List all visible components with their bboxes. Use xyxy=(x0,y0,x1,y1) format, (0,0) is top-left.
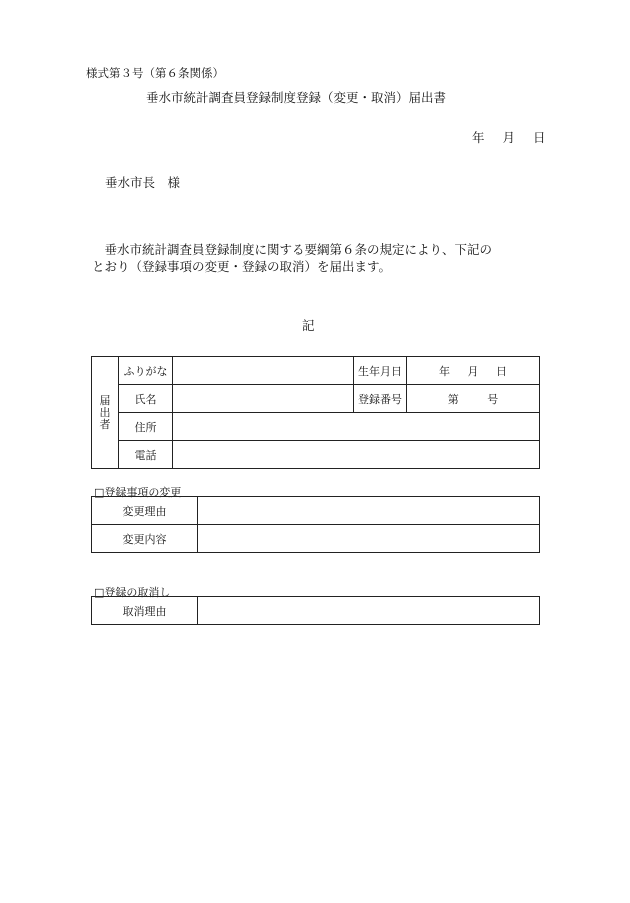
change-reason-field[interactable] xyxy=(198,497,540,525)
cancel-table xyxy=(91,596,540,625)
address-label: 住所 xyxy=(119,413,173,441)
name-field[interactable] xyxy=(173,385,354,413)
date-year: 年 xyxy=(472,130,485,145)
table-row xyxy=(92,497,540,525)
reg-no-field[interactable] xyxy=(407,385,540,413)
reg-no-suffix: 号 xyxy=(487,392,499,406)
date-line xyxy=(472,128,546,146)
change-reason-label: 変更理由 xyxy=(92,497,198,525)
furigana-field[interactable] xyxy=(173,357,354,385)
date-day: 日 xyxy=(533,130,546,145)
table-row xyxy=(92,525,540,553)
addressee: 垂水市長 様 xyxy=(105,175,181,190)
body-line-2: とおり（登録事項の変更・登録の取消）を届出ます。 xyxy=(92,259,392,274)
form-title: 垂水市統計調査員登録制度登録（変更・取消）届出書 xyxy=(146,90,447,105)
date-month: 月 xyxy=(502,130,516,145)
birthdate-label: 生年月日 xyxy=(354,357,407,385)
phone-label: 電話 xyxy=(119,441,173,469)
table-row xyxy=(92,385,540,413)
form-code: 様式第３号（第６条関係） xyxy=(86,66,224,80)
cancel-section-label: □登録の取消し xyxy=(94,586,171,599)
furigana-label: ふりがな xyxy=(119,357,173,385)
birthdate-month: 月 xyxy=(467,364,479,378)
table-row xyxy=(92,413,540,441)
change-content-field[interactable] xyxy=(198,525,540,553)
ki-heading: 記 xyxy=(302,318,315,333)
notifier-side-label xyxy=(92,357,119,469)
address-field[interactable] xyxy=(173,413,540,441)
table-row xyxy=(92,597,540,625)
notifier-side-text: 届出者 xyxy=(99,393,111,431)
table-row xyxy=(92,441,540,469)
change-section-label: □登録事項の変更 xyxy=(94,486,182,499)
birthdate-year: 年 xyxy=(439,364,450,378)
phone-field[interactable] xyxy=(173,441,540,469)
cancel-reason-field[interactable] xyxy=(198,597,540,625)
cancel-reason-label: 取消理由 xyxy=(92,597,198,625)
reg-no-label: 登録番号 xyxy=(354,385,407,413)
name-label: 氏名 xyxy=(119,385,173,413)
body-line-1: 垂水市統計調査員登録制度に関する要綱第６条の規定により、下記の xyxy=(92,242,493,257)
body-text xyxy=(92,241,492,275)
birthdate-day: 日 xyxy=(496,364,507,378)
notifier-table xyxy=(91,356,540,469)
reg-no-prefix: 第 xyxy=(447,392,459,406)
table-row xyxy=(92,357,540,385)
change-table xyxy=(91,496,540,553)
birthdate-field[interactable] xyxy=(407,357,540,385)
change-content-label: 変更内容 xyxy=(92,525,198,553)
